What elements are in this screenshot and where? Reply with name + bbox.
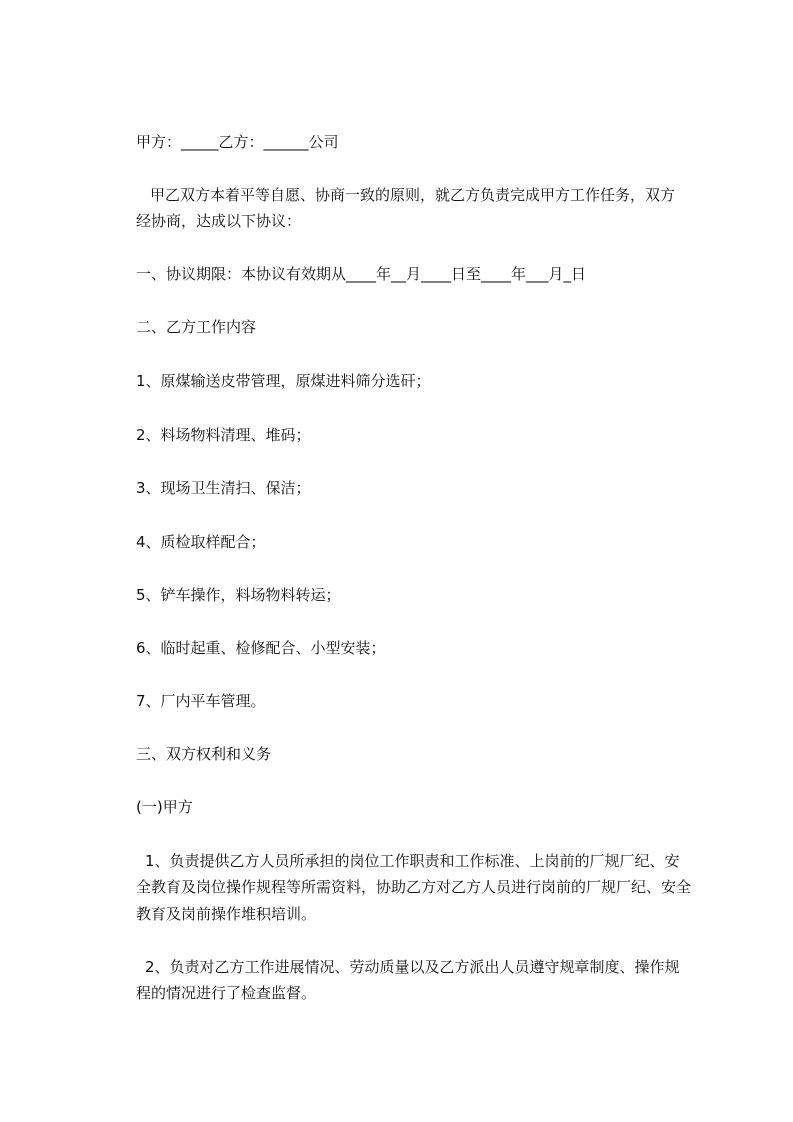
party-a-duty-1-line-2: 全教育及岗位操作规程等所需资料，协助乙方对乙方人员进行岗前的厂规厂纪、安全 [136,878,692,896]
list-item: 7、厂内平车管理。 [136,692,266,710]
list-item: 2、料场物料清理、堆码； [136,426,311,444]
list-item: 4、质检取样配合； [136,533,266,551]
party-a-duty-2-line-1: 2、负责对乙方工作进展情况、劳动质量以及乙方派出人员遵守规章制度、操作规 [145,958,680,976]
party-a-duty-1-line-1: 1、负责提供乙方人员所承担的岗位工作职责和工作标准、上岗前的厂规厂纪、安 [145,852,680,870]
list-item: 3、现场卫生清扫、保洁； [136,479,311,497]
section-1-term: 一、协议期限：本协议有效期从____年__月____日至____年___月_日 [136,265,587,283]
parties-line: 甲方：_____乙方：______公司 [136,133,339,151]
section-3-heading: 三、双方权利和义务 [136,745,272,763]
list-item: 6、临时起重、检修配合、小型安装； [136,639,386,657]
subsection-party-a: (一)甲方 [136,798,193,816]
section-2-heading: 二、乙方工作内容 [136,318,257,336]
intro-line-2: 经协商，达成以下协议： [136,212,302,230]
list-item: 1、原煤输送皮带管理，原煤进料筛分选矸； [136,372,431,390]
intro-line-1: 甲乙双方本着平等自愿、协商一致的原则，就乙方负责完成甲方工作任务，双方 [150,186,676,204]
party-a-duty-1-line-3: 教育及岗前操作堆积培训。 [136,905,317,923]
list-item: 5、铲车操作，料场物料转运； [136,586,341,604]
party-a-duty-2-line-2: 程的情况进行了检查监督。 [136,984,317,1002]
